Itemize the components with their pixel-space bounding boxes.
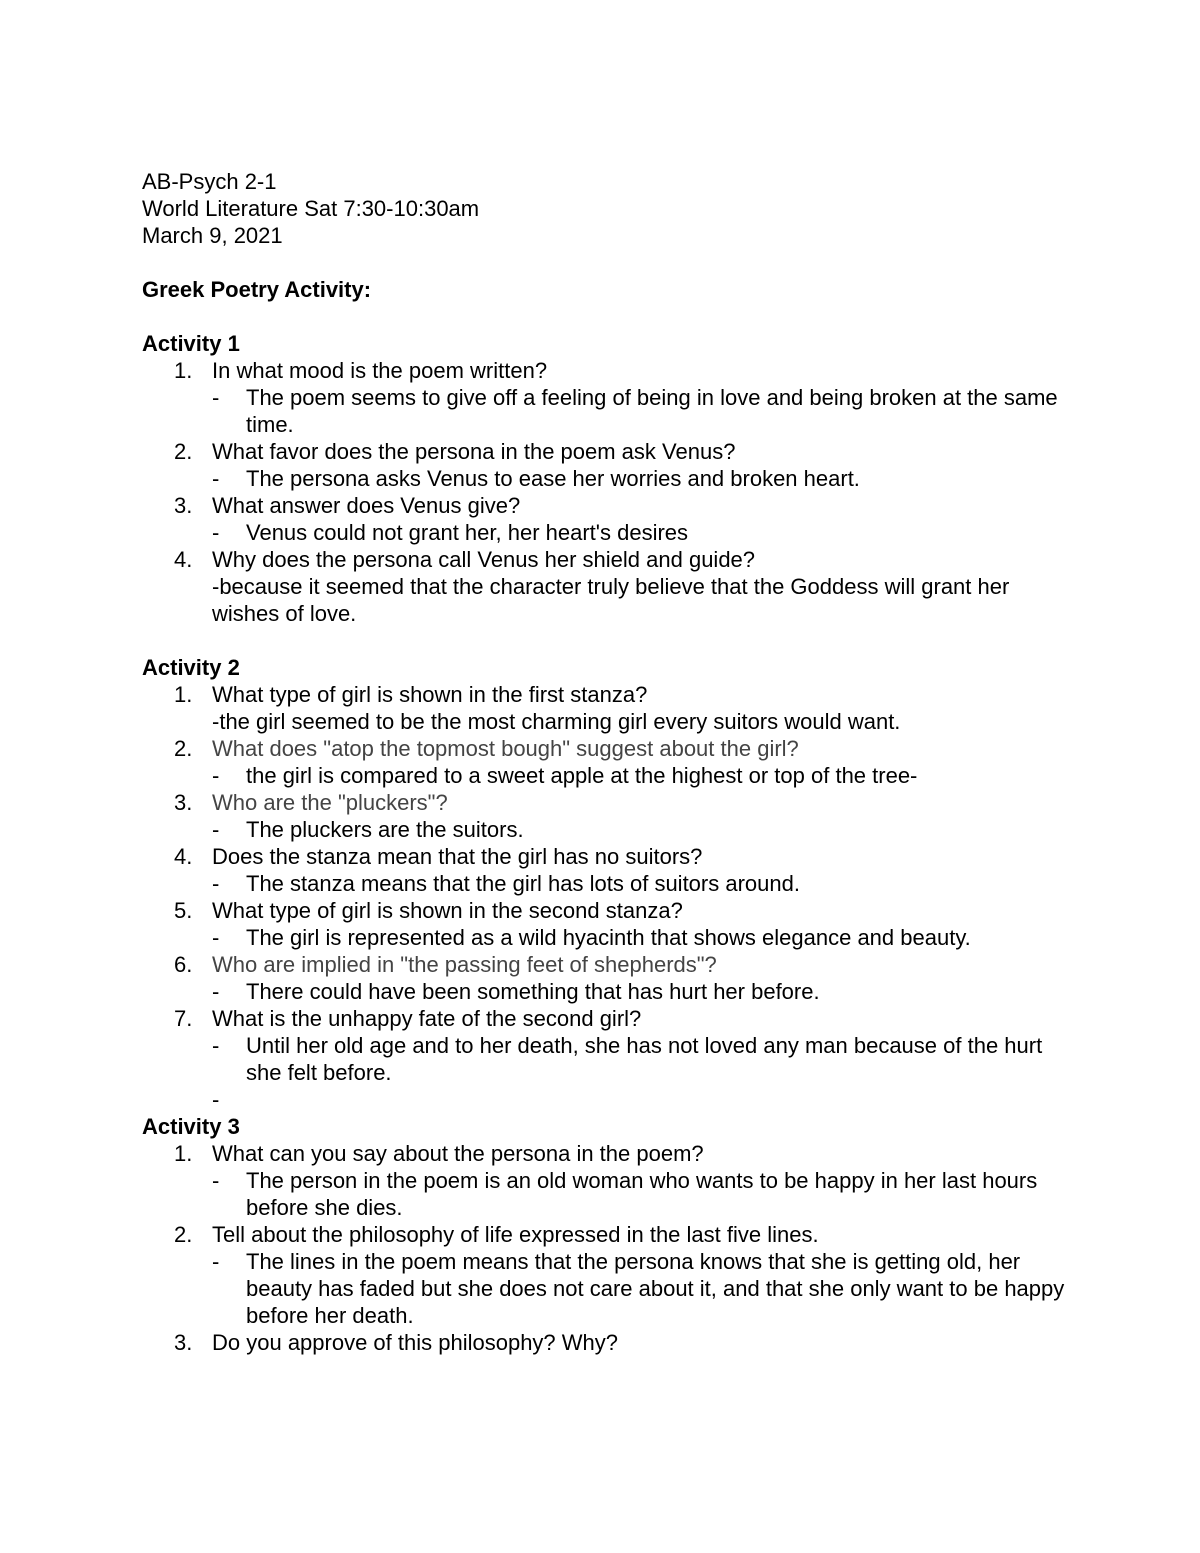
- answer: [142, 762, 1082, 789]
- answer-dash: -: [212, 925, 220, 950]
- question-text: Tell about the philosophy of life expressed in the last five lines.: [212, 1222, 819, 1247]
- question: [142, 1005, 1082, 1032]
- question: [142, 897, 1082, 924]
- question: [142, 735, 1082, 762]
- question-number: 3.: [174, 1330, 193, 1355]
- answer-text: The stanza means that the girl has lots of suitors around.: [246, 871, 800, 896]
- question-number: 2.: [174, 1222, 193, 1247]
- activity-3-heading: Activity 3: [142, 1114, 240, 1139]
- answer-text: Venus could not grant her, her heart's desires: [246, 520, 689, 545]
- answer: [142, 1032, 1082, 1086]
- question: [142, 843, 1082, 870]
- answer-dash: -: [212, 979, 220, 1004]
- question-text: Who are implied in "the passing feet of shepherds"?: [212, 952, 717, 977]
- answer-dash: -: [212, 1033, 220, 1058]
- document-date: March 9, 2021: [142, 223, 283, 248]
- answer-text: The lines in the poem means that the persona knows that she is getting old, her beauty has faded but she does not care about it, and that she only want to be happy before her death.: [246, 1249, 1065, 1328]
- question-number: 5.: [174, 898, 193, 923]
- question-number: 2.: [174, 439, 193, 464]
- question-number: 3.: [174, 790, 193, 815]
- question-text: What is the unhappy fate of the second girl?: [212, 1006, 642, 1031]
- answer-text: The person in the poem is an old woman who wants to be happy in her last hours before she dies.: [246, 1168, 1038, 1220]
- answer-text: The persona asks Venus to ease her worries and broken heart.: [246, 466, 860, 491]
- activity-2-heading: Activity 2: [142, 655, 240, 680]
- question-text: What type of girl is shown in the second stanza?: [212, 898, 683, 923]
- activity-1-heading: Activity 1: [142, 331, 240, 356]
- question: [142, 1221, 1082, 1248]
- answer-text: There could have been something that has hurt her before.: [246, 979, 820, 1004]
- question-text: What type of girl is shown in the first stanza?: [212, 682, 648, 707]
- answer-dash: -: [212, 520, 220, 545]
- question: [142, 438, 1082, 465]
- question: [142, 951, 1082, 978]
- question: [142, 357, 1082, 384]
- question-number: 1.: [174, 682, 193, 707]
- answer: [142, 816, 1082, 843]
- answer: [142, 519, 1082, 546]
- question-number: 4.: [174, 844, 193, 869]
- question-text: What can you say about the persona in the poem?: [212, 1141, 704, 1166]
- document-title: Greek Poetry Activity:: [142, 277, 372, 302]
- subject-schedule: World Literature Sat 7:30-10:30am: [142, 196, 480, 221]
- answer-dash: -: [212, 466, 220, 491]
- question: [142, 546, 1082, 573]
- question-number: 6.: [174, 952, 193, 977]
- question: [142, 681, 1082, 708]
- question-number: 7.: [174, 1006, 193, 1031]
- question-text: Does the stanza mean that the girl has no suitors?: [212, 844, 703, 869]
- answer-text: The pluckers are the suitors.: [246, 817, 524, 842]
- answer-text: The girl is represented as a wild hyacinth that shows elegance and beauty.: [246, 925, 971, 950]
- answer: [142, 1167, 1082, 1221]
- answer-dash: -: [212, 871, 220, 896]
- question: [142, 1140, 1082, 1167]
- question-number: 4.: [174, 547, 193, 572]
- answer: [142, 978, 1082, 1005]
- answer-text: Until her old age and to her death, she has not loved any man because of the hurt she felt before.: [246, 1033, 1043, 1085]
- question-number: 3.: [174, 493, 193, 518]
- question: [142, 789, 1082, 816]
- course-code: AB-Psych 2-1: [142, 169, 277, 194]
- answer-dash: -: [212, 385, 220, 410]
- answer-text: -because it seemed that the character truly believe that the Goddess will grant her wishes of love.: [212, 574, 1010, 626]
- question-text: What answer does Venus give?: [212, 493, 521, 518]
- answer-dash: -: [212, 1249, 220, 1274]
- answer: [142, 465, 1082, 492]
- answer: [142, 384, 1082, 438]
- answer-text: The poem seems to give off a feeling of being in love and being broken at the same time.: [246, 385, 1058, 437]
- question-number: 2.: [174, 736, 193, 761]
- question-text: Do you approve of this philosophy? Why?: [212, 1330, 619, 1355]
- answer: [142, 924, 1082, 951]
- document-page: [142, 168, 1082, 1356]
- answer-text: the girl is compared to a sweet apple at the highest or top of the tree-: [246, 763, 918, 788]
- answer-dash: -: [212, 817, 220, 842]
- question: [142, 1329, 1082, 1356]
- answer-text: -the girl seemed to be the most charming girl every suitors would want.: [212, 709, 901, 734]
- answer-dash: -: [212, 1168, 220, 1193]
- question-text: Who are the "pluckers"?: [212, 790, 448, 815]
- question-text: Why does the persona call Venus her shield and guide?: [212, 547, 756, 572]
- trailing-dash: -: [212, 1087, 220, 1112]
- answer: [142, 870, 1082, 897]
- question-text: In what mood is the poem written?: [212, 358, 548, 383]
- answer-dash: -: [212, 763, 220, 788]
- question-text: What does "atop the topmost bough" suggest about the girl?: [212, 736, 799, 761]
- answer: [142, 1248, 1082, 1329]
- question-number: 1.: [174, 358, 193, 383]
- question: [142, 492, 1082, 519]
- question-text: What favor does the persona in the poem ask Venus?: [212, 439, 736, 464]
- question-number: 1.: [174, 1141, 193, 1166]
